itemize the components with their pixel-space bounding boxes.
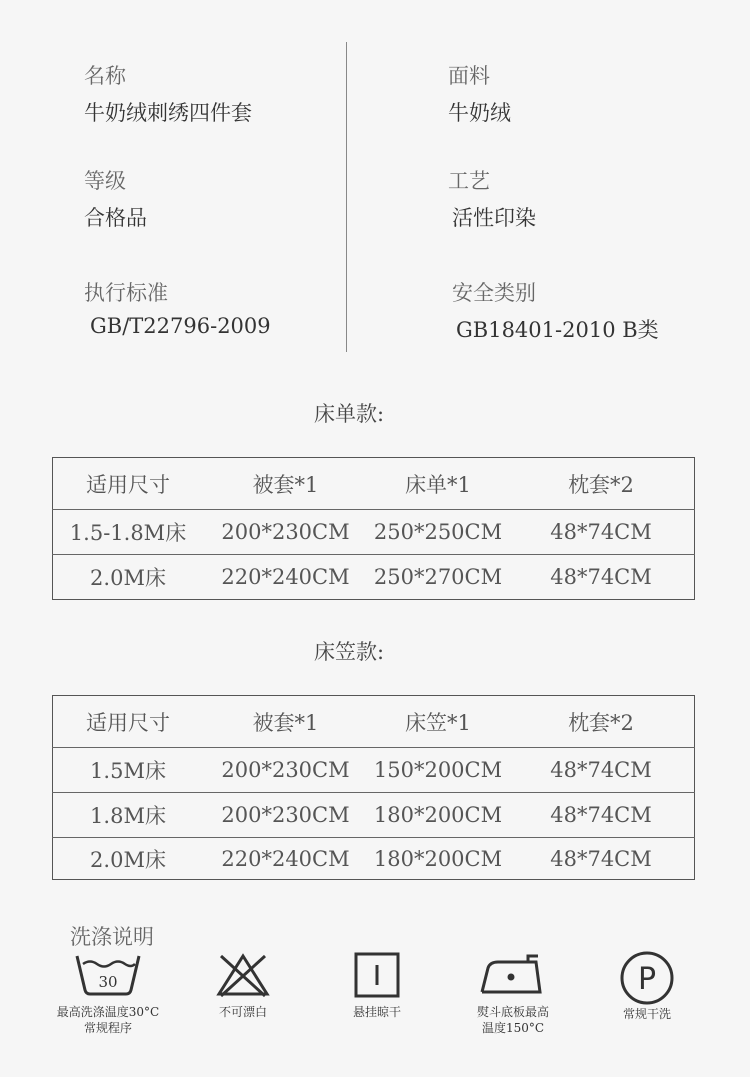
info-label-craft: 工艺: [448, 169, 490, 193]
table-cell: 2.0M床: [53, 555, 204, 600]
table-cell: 1.5-1.8M床: [53, 510, 204, 555]
table-cell: 180*200CM: [368, 793, 508, 838]
table-cell: 2.0M床: [53, 838, 204, 880]
iron-icon: [478, 950, 548, 998]
wash-item-iron: [438, 950, 588, 1036]
table-cell: 250*250CM: [368, 510, 508, 555]
wash-item-dry-clean: [572, 950, 722, 1022]
no-bleach-icon: [213, 950, 273, 998]
table-cell: 250*270CM: [368, 555, 508, 600]
dry-clean-letter: P: [637, 962, 657, 997]
table-header-cell: 被套*1: [252, 472, 319, 497]
table-header-cell: 被套*1: [252, 710, 319, 735]
washing-title: 洗涤说明: [70, 925, 154, 949]
table-cell: 200*230CM: [203, 748, 368, 793]
info-value-safety: GB18401-2010 B类: [456, 318, 659, 342]
table-cell: 180*200CM: [368, 838, 508, 880]
info-label-name: 名称: [84, 64, 126, 88]
info-label-fabric: 面料: [448, 64, 490, 88]
table-cell: 1.5M床: [53, 748, 204, 793]
table-header-cell: 床笠*1: [405, 710, 471, 735]
wash-30-icon: [73, 950, 143, 998]
info-value-name: 牛奶绒刺绣四件套: [84, 101, 252, 125]
table-row: [53, 510, 695, 555]
table-cell: 200*230CM: [203, 793, 368, 838]
table-cell: 220*240CM: [203, 838, 368, 880]
info-value-grade: 合格品: [84, 206, 147, 230]
table-cell: 1.8M床: [53, 793, 204, 838]
table-row: [53, 555, 695, 600]
wash-item-30: [33, 950, 183, 1036]
table-row: [53, 748, 695, 793]
table-cell: 48*74CM: [508, 838, 695, 880]
table-cell: 150*200CM: [368, 748, 508, 793]
table-cell: 48*74CM: [508, 510, 695, 555]
no-bleach-caption: 不可漂白: [218, 1005, 267, 1019]
info-value-standard: GB/T22796-2009: [90, 314, 271, 338]
dry-clean-p-icon: [617, 950, 677, 1006]
table-cell: 48*74CM: [508, 793, 695, 838]
info-label-grade: 等级: [84, 169, 126, 193]
hang-dry-caption: 悬挂晾干: [352, 1005, 401, 1019]
table-header-row: [53, 458, 695, 510]
info-label-safety: 安全类别: [452, 281, 536, 305]
table-header-row: [53, 696, 695, 748]
wash-item-no-bleach: [168, 950, 318, 1020]
sheet-size-table: [52, 457, 695, 600]
fitted-size-table: [52, 695, 695, 880]
fitted-section-title: 床笠款:: [314, 640, 385, 664]
table-cell: 220*240CM: [203, 555, 368, 600]
table-header-cell: 枕套*2: [568, 472, 634, 497]
table-row: [53, 793, 695, 838]
info-label-standard: 执行标准: [84, 281, 168, 305]
table-row: [53, 838, 695, 880]
iron-caption-line2: 温度150°C: [481, 1021, 545, 1035]
table-header-cell: 床单*1: [405, 472, 471, 497]
wash-caption: 最高洗涤温度30°C: [56, 1005, 160, 1019]
info-divider: [346, 42, 347, 352]
dry-clean-caption: 常规干洗: [622, 1007, 671, 1021]
table-header-cell: 枕套*2: [568, 710, 634, 735]
iron-caption: 熨斗底板最高: [476, 1005, 549, 1019]
table-cell: 48*74CM: [508, 748, 695, 793]
table-cell: 48*74CM: [508, 555, 695, 600]
sheet-section-title: 床单款:: [314, 402, 385, 426]
wash-caption-line2: 常规程序: [83, 1021, 132, 1035]
wash-temp-number: 30: [98, 973, 118, 991]
table-header-cell: 适用尺寸: [86, 472, 170, 497]
table-cell: 200*230CM: [203, 510, 368, 555]
hang-dry-icon: [347, 950, 407, 998]
info-value-fabric: 牛奶绒: [448, 101, 511, 125]
table-header-cell: 适用尺寸: [86, 710, 170, 735]
wash-item-hang-dry: [302, 950, 452, 1020]
info-value-craft: 活性印染: [452, 206, 536, 230]
